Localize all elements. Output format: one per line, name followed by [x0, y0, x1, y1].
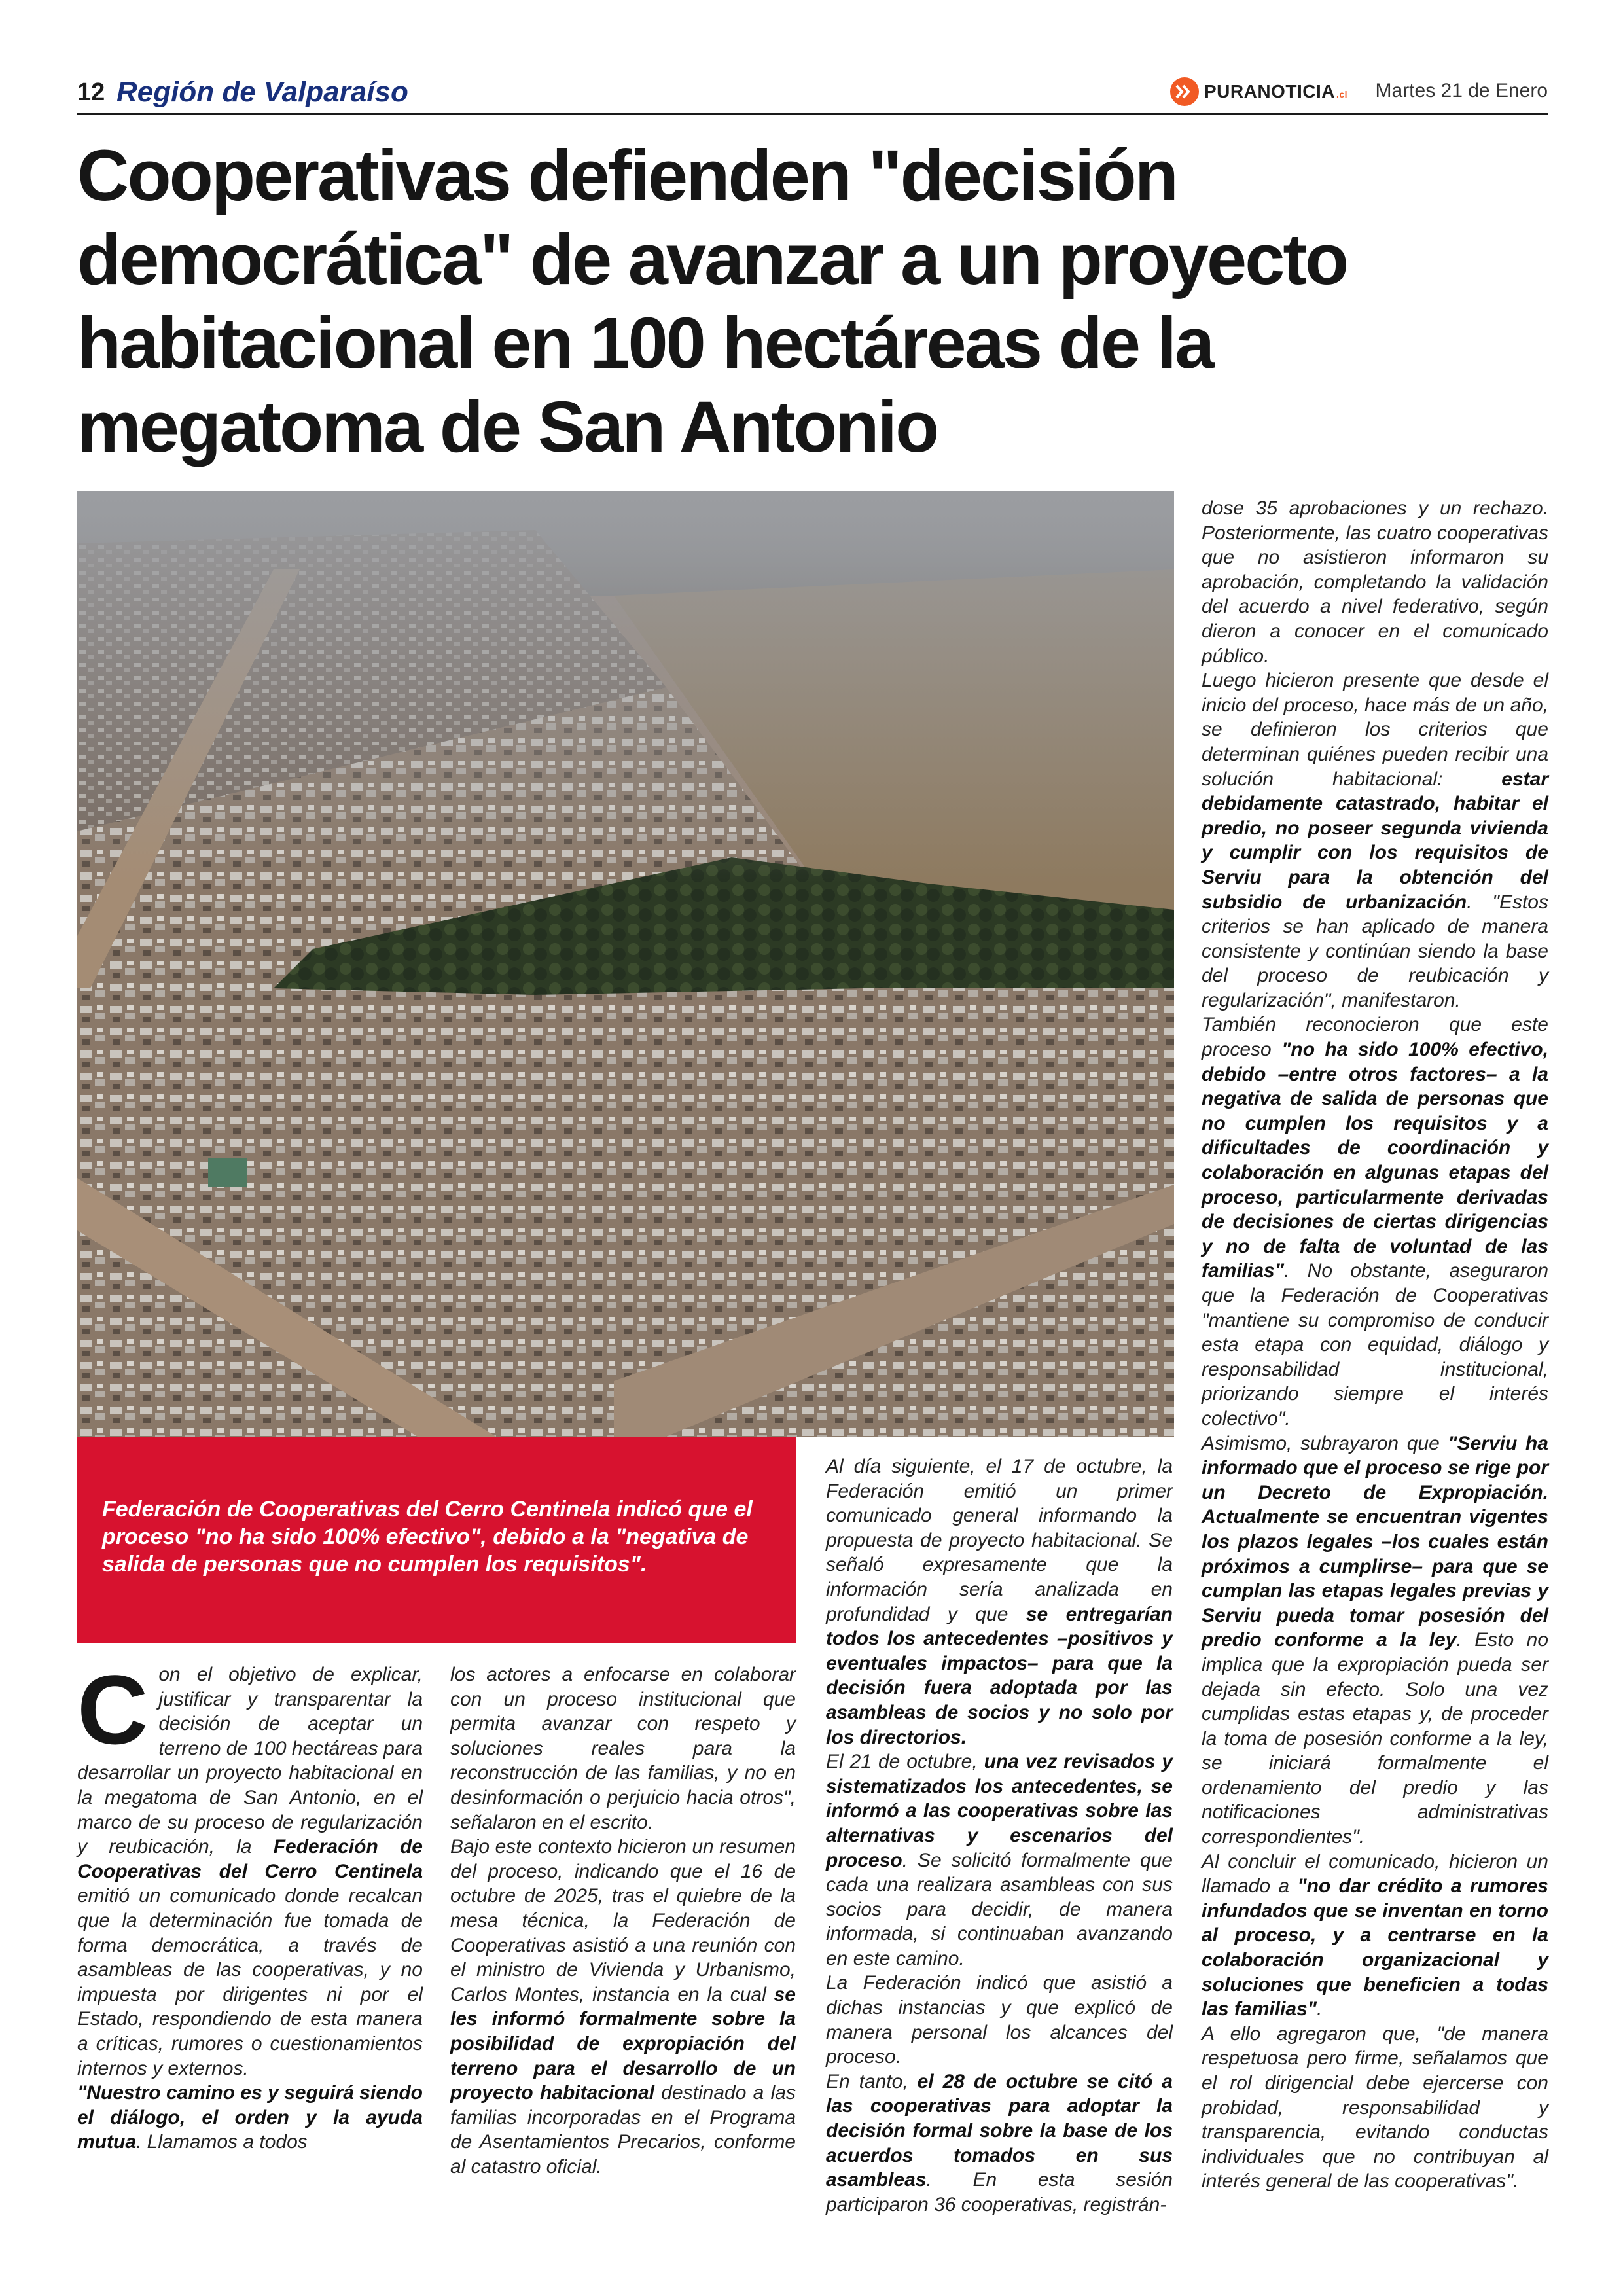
paragraph: Asimismo, subrayaron que "Serviu ha informado que el proceso se rige por un Decreto de Expropiación. Actualmente se encuentran vigentes los plazos legales –los cuales están próximos a cumplirse– para que se cumplan las etapas legales previas y Serviu pueda tomar posesión del predio conforme a la ley. Esto no implica que la expropiación pueda ser dejada sin efecto. Solo una vez cumplidas estas etapas y, de proceder la toma de posesión conforme a la ley, se iniciará formalmente el ordenamiento del predio y las notificaciones administrativas correspondientes".	[1202, 1432, 1549, 1848]
brand-name: PURANOTICIA .cl	[1204, 81, 1348, 101]
article-column-3	[826, 1454, 1173, 2217]
photo-caption	[77, 1437, 796, 1643]
paragraph: En tanto, el 28 de octubre se citó a las cooperativas para adoptar la decisión formal sobre la base de los acuerdos tomados en sus asambleas. En esta sesión participaron 36 cooperativas, registrán-	[826, 2070, 1173, 2215]
paragraph: Con el objetivo de explicar, justificar y transparentar la decisión de aceptar un terreno de 100 hectáreas para desarrollar un proyecto habitacional en la megatoma de San Antonio, en el marco de su proceso de regularización y reubicación, la Federación de Cooperativas del Cerro Centinela emitió un comunicado donde recalcan que la determinación fue tomada de forma democrática, a través de asambleas de las cooperativas, y no impuesta por dirigentes ni por el Estado, respondiendo de esta manera a críticas, rumores o cuestionamientos internos y externos.	[77, 1655, 423, 2079]
paragraph: Luego hicieron presente que desde el inicio del proceso, hace más de un año, se definieron los criterios que determinan quiénes pueden recibir una solución habitacional: estar debidamente catastrado, habitar el predio, no poseer segunda vivienda y cumplir con los requisitos de Serviu para la obtención del subsidio de urbanización. "Estos criterios se han aplicado de manera consistente y continúan siendo la base del proceso de reubicación y regularización", manifestaron.	[1202, 670, 1548, 1011]
article-column-2	[450, 1662, 796, 2179]
chevrons-icon	[1170, 77, 1199, 106]
headline: Cooperativas defienden "decisión democrática" de avanzar a un proyecto habitacional en 100 hectáreas de la megatoma de San Antonio	[77, 135, 1347, 467]
section-title: Región de Valparaíso	[116, 76, 408, 108]
page-header	[77, 73, 1548, 115]
paragraph: Al concluir el comunicado, hicieron un llamado a "no dar crédito a rumores infundados que se inventan en torno al proceso, y a centrarse en la colaboración organizacional y soluciones que beneficien a todas las familias".	[1202, 1850, 1548, 2020]
paragraph: El 21 de octubre, una vez revisados y sistematizados los antecedentes, se informó a las cooperativas sobre las alternativas y escenarios del proceso. Se solicitó formalmente que cada una realizara asambleas con sus socios para decidir, de manera informada, si continuaban avanzando en este camino.	[826, 1751, 1173, 1969]
paragraph: Bajo este contexto hicieron un resumen del proceso, indicando que el 16 de octubre de 2025, tras el quiebre de la mesa técnica, la Federación de Cooperativas asistió a una reunión con el ministro de Vivienda y Urbanismo, Carlos Montes, instancia en la cual se les informó formalmente sobre la posibilidad de expropiación del terreno para el desarrollo de un proyecto habitacional destinado a las familias incorporadas en el Programa de Asentamientos Precarios, conforme al catastro oficial.	[450, 1836, 796, 2178]
header-rule	[77, 113, 1548, 115]
article-column-4	[1202, 496, 1548, 2194]
aerial-photo	[77, 491, 1174, 1437]
caption-text: Federación de Cooperativas del Cerro Centinela indicó que el proceso "no ha sido 100% efectivo", debido a la "negativa de salida de personas que no cumplen los requisitos".	[102, 1497, 753, 1577]
paragraph: A ello agregaron que, "de manera respetuosa pero firme, señalamos que el rol dirigencial debe ejercerse con probidad, responsabilidad y transparencia, evitando conductas individuales que no contribuyan al interés general de las cooperativas".	[1202, 2022, 1548, 2193]
paragraph: dose 35 aprobaciones y un rechazo. Posteriormente, las cuatro cooperativas que no asistieron informaron su aprobación, completando la validación del acuerdo a nivel federativo, según dieron a conocer en el comunicado público.	[1202, 497, 1548, 667]
aerial-photo-image	[77, 491, 1174, 1437]
article-column-1	[77, 1655, 423, 2155]
dropcap: C	[77, 1655, 149, 1765]
paragraph: los actores a enfocarse en colaborar con un proceso institucional que permita avanzar con respeto y soluciones reales para la reconstrucción de las familias, y no en desinformación o perjuicio hacia otros", señalaron en el escrito.	[450, 1664, 796, 1833]
paragraph: Al día siguiente, el 17 de octubre, la Federación emitió un primer comunicado general informando la propuesta de proyecto habitacional. Se señaló expresamente que la información sería analizada en profundidad y que se entregarían todos los antecedentes –positivos y eventuales impactos– para que la decisión fuera adoptada por las asambleas de socios y no solo por los directorios.	[826, 1456, 1173, 1748]
page-number: 12	[77, 79, 105, 106]
brand-logo	[1170, 77, 1347, 106]
paragraph: La Federación indicó que asistió a dichas instancias y que explicó de manera personal los alcances del proceso.	[826, 1972, 1173, 2068]
issue-date: Martes 21 de Enero	[1375, 80, 1548, 101]
paragraph: También reconocieron que este proceso "no ha sido 100% efectivo, debido –entre otros factores– a la negativa de salida de personas que no cumplen los requisitos y a dificultades de coordinación y colaboración en algunas etapas del proceso, particularmente derivadas de decisiones de ciertas dirigencias y no de falta de voluntad de las familias". No obstante, aseguraron que la Federación de Cooperativas "mantiene su compromiso de conducir esta etapa con equidad, diálogo y responsabilidad institucional, priorizando siempre el interés colectivo".	[1202, 1014, 1548, 1429]
paragraph: "Nuestro camino es y seguirá siendo el diálogo, el orden y la ayuda mutua. Llamamos a todos	[77, 2082, 423, 2153]
